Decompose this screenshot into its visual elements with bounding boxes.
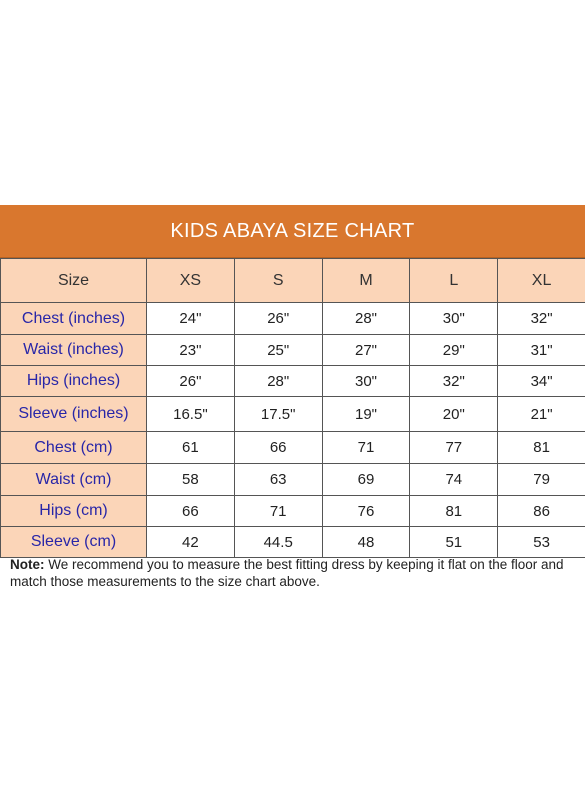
table-cell: 77 — [410, 432, 498, 464]
table-cell: 29" — [410, 335, 498, 366]
row-label: Waist (cm) — [1, 464, 147, 496]
table-cell: 30" — [410, 303, 498, 335]
table-row — [1, 496, 585, 527]
table-cell: 31" — [498, 335, 585, 366]
table-cell: 19" — [322, 397, 410, 432]
table-cell: 66 — [234, 432, 322, 464]
table-cell: 63 — [234, 464, 322, 496]
header-size-xs: XS — [147, 259, 235, 303]
chart-title: KIDS ABAYA SIZE CHART — [0, 205, 585, 258]
table-cell: 71 — [322, 432, 410, 464]
header-size-s: S — [234, 259, 322, 303]
table-cell: 24" — [147, 303, 235, 335]
note-prefix: Note: — [10, 557, 45, 572]
header-size-l: L — [410, 259, 498, 303]
table-cell: 26" — [234, 303, 322, 335]
table-cell: 28" — [322, 303, 410, 335]
table-cell: 76 — [322, 496, 410, 527]
table-cell: 32" — [410, 366, 498, 397]
table-cell: 58 — [147, 464, 235, 496]
table-row — [1, 464, 585, 496]
table-row — [1, 527, 585, 558]
table-cell: 81 — [498, 432, 585, 464]
note-text: We recommend you to measure the best fitting dress by keeping it flat on the floor and match those measurements to the size chart above. — [10, 557, 564, 589]
table-cell: 51 — [410, 527, 498, 558]
row-label: Sleeve (cm) — [1, 527, 147, 558]
table-cell: 28" — [234, 366, 322, 397]
table-cell: 20" — [410, 397, 498, 432]
table-cell: 21" — [498, 397, 585, 432]
table-cell: 69 — [322, 464, 410, 496]
table-row — [1, 432, 585, 464]
table-cell: 17.5" — [234, 397, 322, 432]
header-size-m: M — [322, 259, 410, 303]
table-cell: 30" — [322, 366, 410, 397]
table-cell: 48 — [322, 527, 410, 558]
table-row — [1, 303, 585, 335]
table-cell: 16.5" — [147, 397, 235, 432]
table-cell: 81 — [410, 496, 498, 527]
header-size-xl: XL — [498, 259, 585, 303]
table-cell: 32" — [498, 303, 585, 335]
row-label: Chest (inches) — [1, 303, 147, 335]
table-cell: 42 — [147, 527, 235, 558]
header-row — [1, 259, 585, 303]
row-label: Chest (cm) — [1, 432, 147, 464]
table-row — [1, 335, 585, 366]
row-label: Sleeve (inches) — [1, 397, 147, 432]
table-cell: 71 — [234, 496, 322, 527]
row-label: Hips (inches) — [1, 366, 147, 397]
header-size-label: Size — [1, 259, 147, 303]
table-cell: 79 — [498, 464, 585, 496]
table-cell: 25" — [234, 335, 322, 366]
size-table — [0, 258, 585, 558]
table-cell: 34" — [498, 366, 585, 397]
table-cell: 26" — [147, 366, 235, 397]
size-chart — [0, 205, 585, 558]
table-cell: 74 — [410, 464, 498, 496]
table-cell: 44.5 — [234, 527, 322, 558]
table-cell: 86 — [498, 496, 585, 527]
table-cell: 23" — [147, 335, 235, 366]
table-row — [1, 397, 585, 432]
measurement-note — [10, 556, 580, 590]
table-cell: 66 — [147, 496, 235, 527]
table-cell: 53 — [498, 527, 585, 558]
table-cell: 27" — [322, 335, 410, 366]
row-label: Waist (inches) — [1, 335, 147, 366]
row-label: Hips (cm) — [1, 496, 147, 527]
table-row — [1, 366, 585, 397]
table-cell: 61 — [147, 432, 235, 464]
